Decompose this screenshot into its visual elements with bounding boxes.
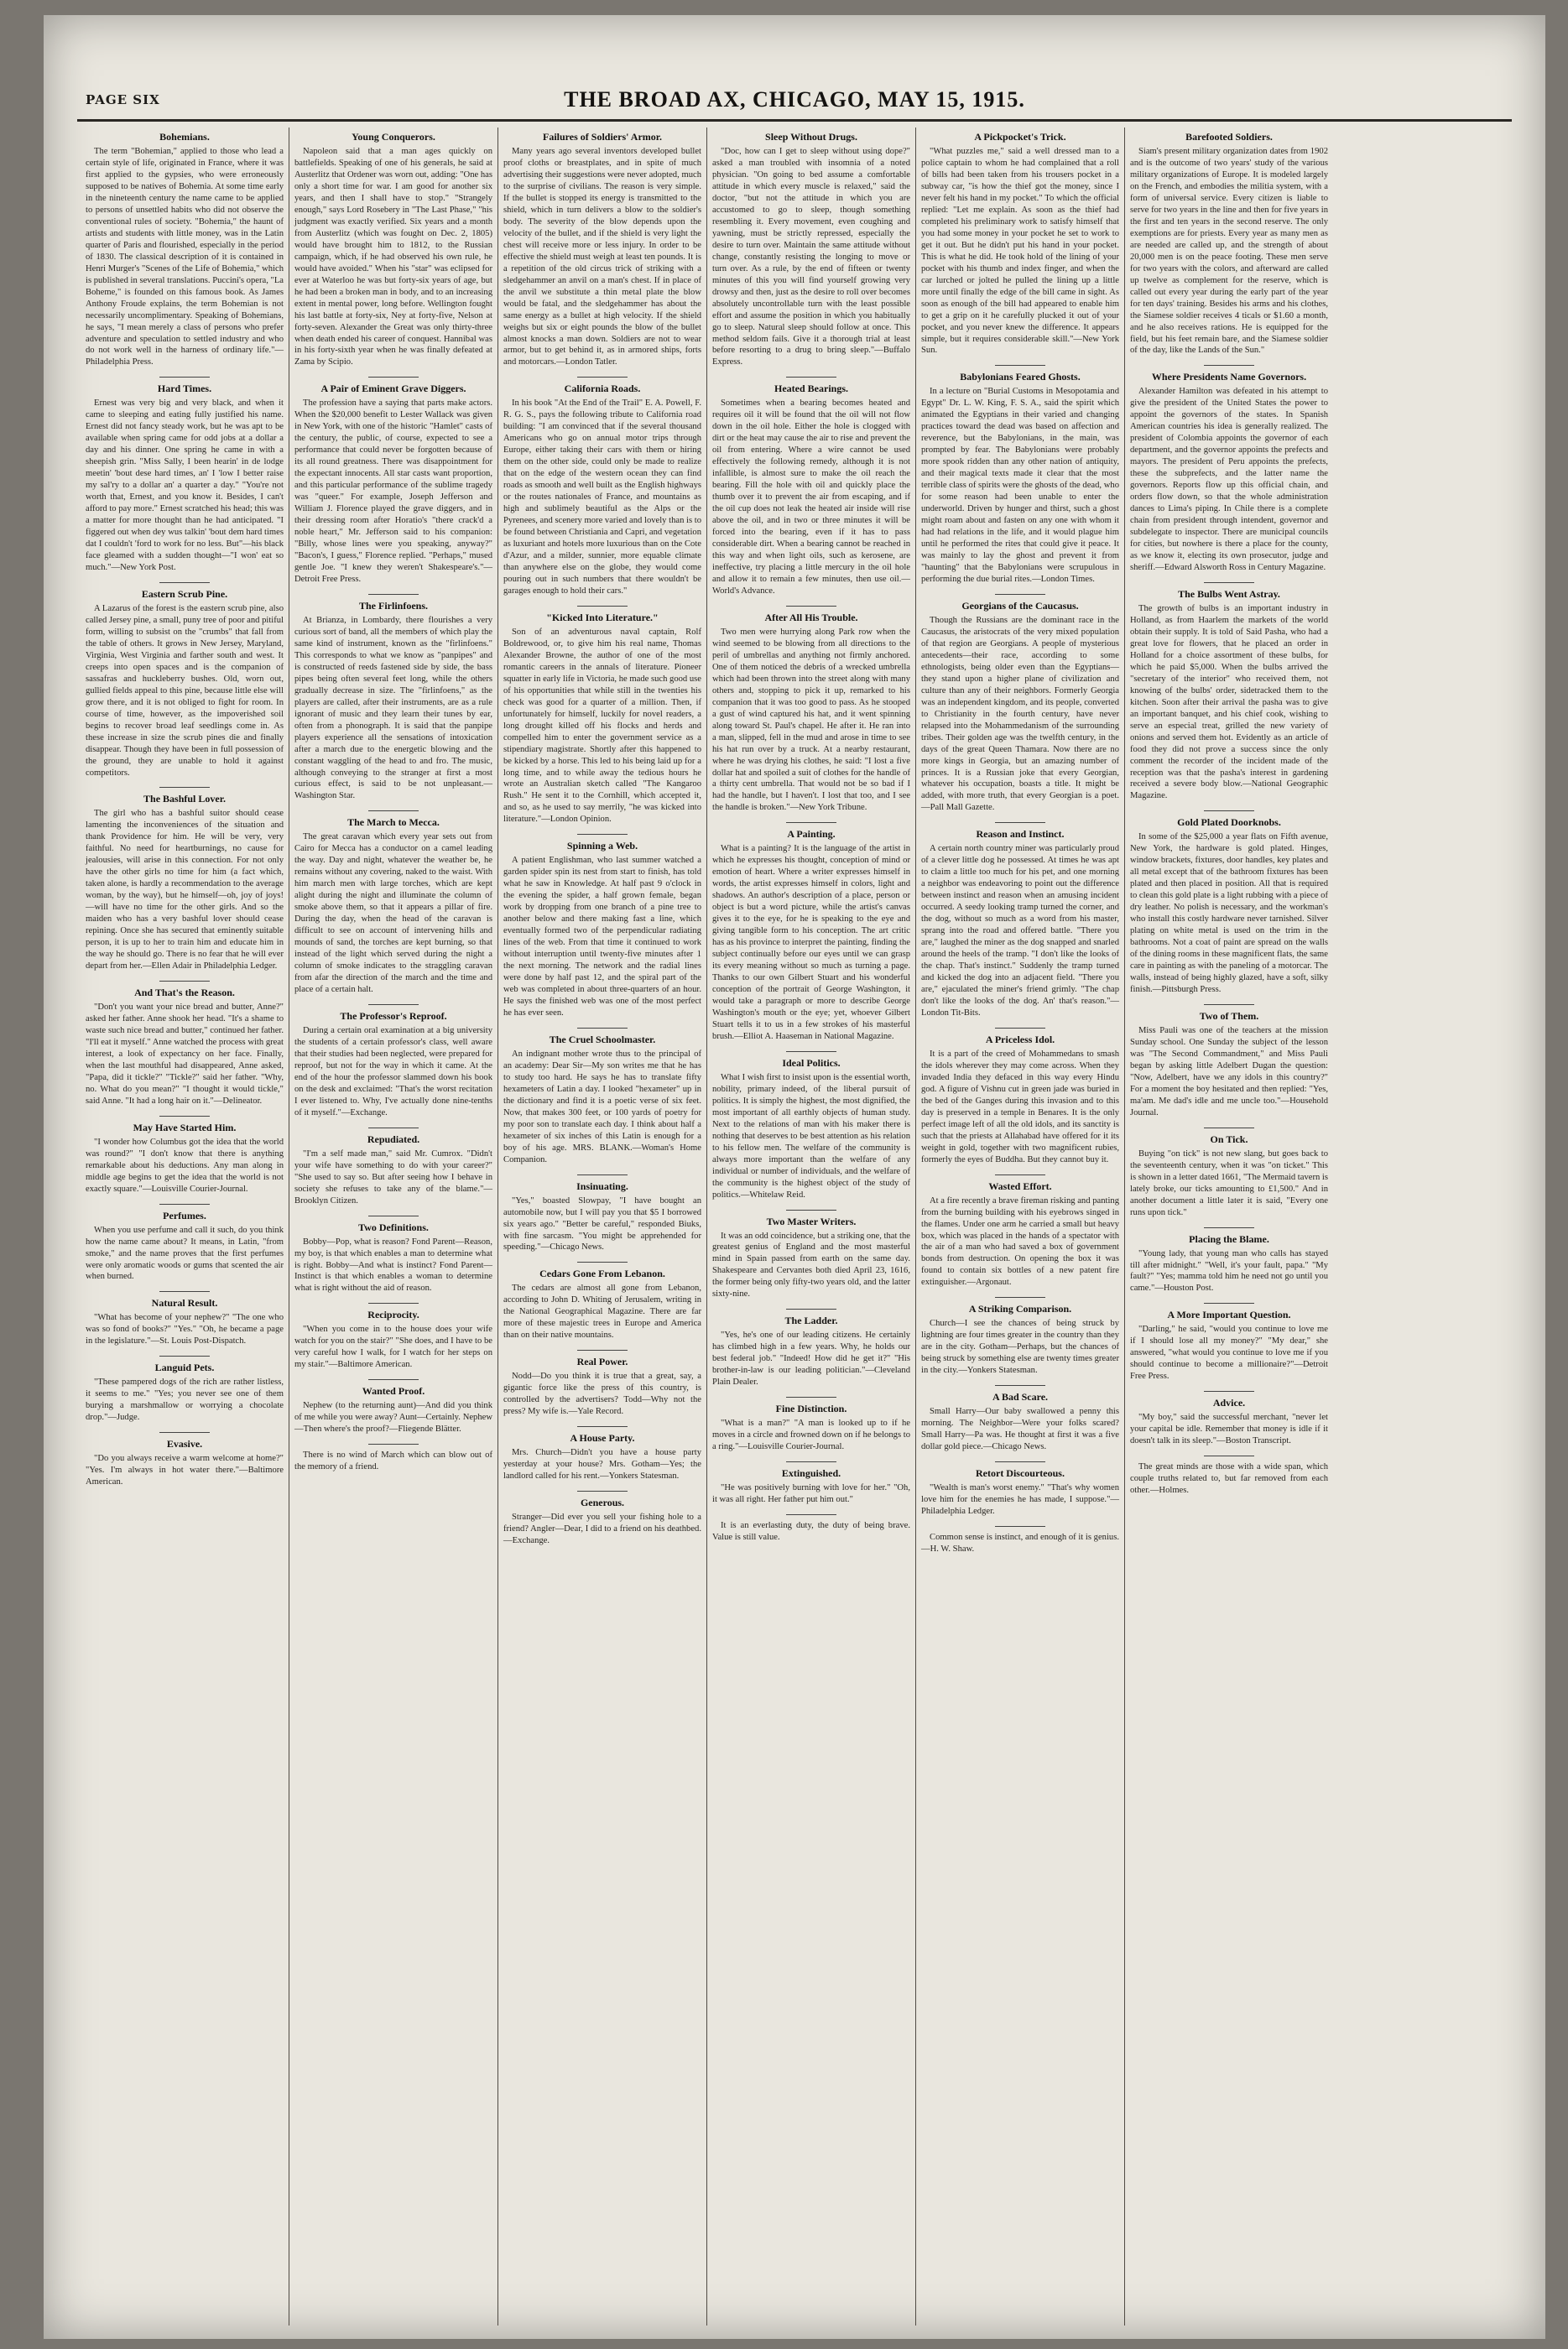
- masthead: [44, 15, 1545, 112]
- article-separator: [786, 606, 836, 607]
- newspaper-title: THE BROAD AX, CHICAGO, MAY 15, 1915.: [564, 87, 1025, 112]
- article-headline: Wasted Effort.: [988, 1180, 1052, 1192]
- article-body: The term "Bohemian," applied to those who lead a certain style of life, originated in France, where it was first applied to the gypsies, who were erroneously supposed to be natives of Bohemia. At some time early in the nineteenth century the name came to be applied to persons of unsettled habits who did not observe the conventional rules of society. "Bohemia," the haunt of artists and students with little money, was in the Latin quarter of Paris and flourished, especially in the period of 1830. The classical description of it is contained in Henri Murger's "Scenes of the Life of Bohemia," which is published in several translations. Puccini's opera, "La Boheme," is founded on this famous book. As James Anthony Froude explains, the term Bohemian is not necessarily uncomplimentary. Speaking of Bohemians, he says, "I mean merely a class of persons who prefer adventure and speculation to settled industry and who do not work well in the harness of ordinary life."—Philadelphia Press.: [86, 147, 284, 367]
- article-body: Son of an adventurous naval captain, Rolf Boldrewood, or, to give him his real name, Thomas Alexander Browne, the author of one of the most romantic careers in the annals of literature. Pioneer squatter in early life in Victoria, he made such good use of his opportunities that while still in the twenties his check was good for a quarter of a million. Then, if unfortunately for himself, luckily for novel readers, a long drought killed off his flocks and herds and compelled him to enter the government service as a stipendiary magistrate. Shortly after this happened to be kicked by a horse. This led to his being laid up for a long time, and to while away the tedious hours he wrote an Australian sketch called "The Kangaroo Rush." He sent it to the Cornhill, which accepted it, and so, as he used to say merrily, "he was kicked into literature."—London Opinion.: [503, 627, 701, 825]
- article-body: A certain north country miner was particularly proud of a clever little dog he possessed. At times he was apt to claim a little too much for his pet, and one morning a neighbor was endeavoring to point out the difference between instinct and reason when an amusing incident occurred. A seedy looking tramp turned the corner, and the dog, without so much as a word from his master, sprang into the road and offered battle. "There you are," laughed the miner as the dog snapped and snarled around the heels of the tramp. "I don't like the looks of the chap. That's instinct." Suddenly the tramp turned and kicked the dog into an adjacent field. "There you are," ejaculated the miner's friend grimly. "The chap don't like the looks of the dog. An' that's reason."—London Tit-Bits.: [921, 844, 1119, 1018]
- article-headline: Gold Plated Doorknobs.: [1177, 816, 1281, 829]
- article-body: "What puzzles me," said a well dressed man to a police captain to whom he had complained that a roll of bills had been taken from his trousers pocket in a subway car, "is how the thief got the money, since I never felt his hand in my pocket." To which the official replied: "Let me explain. As soon as the thief had completed his preliminary work to satisfy himself that you had some money in your pocket he set to work to get it out. But he didn't put his hand in your pocket. This is what he did. He took hold of the lining of your pocket with his thumb and index finger, and when the car lurched or jolted he pulled the lining up a little more until finally the edge of the bill came in sight. As soon as enough of the bill had appeared to enable him to get a grip on it he carefully plucked it out of your pocket, and you never knew the difference. It appears simple, but it requires considerable skill."—New York Sun.: [921, 147, 1119, 356]
- article-headline: Perfumes.: [163, 1209, 206, 1221]
- article-headline: Fine Distinction.: [775, 1403, 847, 1415]
- article-headline: Generous.: [580, 1497, 625, 1509]
- article-body: Common sense is instinct, and enough of it is genius.—H. W. Shaw.: [921, 1532, 1119, 1554]
- article: [86, 588, 284, 779]
- article-headline: Young Conquerors.: [352, 131, 435, 143]
- article-separator: [786, 1309, 836, 1310]
- article-headline: A Priceless Idol.: [985, 1033, 1055, 1045]
- article-body: Sometimes when a bearing becomes heated and requires oil it will be found that the oil will not flow down in the oil hole. Either the hole is clogged with dirt or the heat may cause the air to rise and prevent the oil from entering. Where a wire cannot be used effectively the following remedy, although it is not infallible, is almost sure to make the oil reach the bearing. Fill the hole with oil and quickly place the thumb over it to prevent the air from escaping, and if the oil cup does not leak the heated air inside will rise above the oil, and in two or three minutes it will be forced into the bearing, even if it has to pass considerable dirt. When a bearing cannot be reached in this way and when light oils, such as kerosene, are ineffective, try placing a little mercury in the oil hole and allow it to remain a few minutes, then use oil.—World's Advance.: [712, 398, 910, 596]
- article-separator: [368, 1444, 419, 1445]
- article: [712, 383, 910, 596]
- article: [86, 1210, 284, 1284]
- article-separator: [995, 1385, 1045, 1386]
- article-body: Nodd—Do you think it is true that a great, say, a gigantic force like the press of this country, is controlled by the advertisers? Todd—Why not the press? My wife is.—Yale Record.: [503, 1372, 701, 1417]
- article: [921, 371, 1119, 585]
- article-headline: Babylonians Feared Ghosts.: [960, 371, 1081, 383]
- article-body: "Wealth is man's worst enemy." "That's why women love him for the enemies he has made, I suppose."—Philadelphia Ledger.: [921, 1483, 1119, 1516]
- article: [86, 1297, 284, 1347]
- article-headline: A Striking Comparison.: [968, 1303, 1072, 1315]
- article-body: Small Harry—Our baby swallowed a penny this morning. The Neighbor—Were your folks scared? Small Harry—Pa was. He thought at first it was a five dollar gold piece.—Chicago News.: [921, 1407, 1119, 1452]
- article-headline: Failures of Soldiers' Armor.: [543, 131, 662, 143]
- article-body: It is a part of the creed of Mohammedans to smash the idols wherever they may come across. When they invaded India they defaced in this way every Hindu god. A figure of Vishnu cut in green jade was buried in the bed of the Ganges during this invasion and to this day is preserved in a temple in Benares. It is the only perfect image left of all the old idols, and its sanctity is such that the priests at Allahabad have offered for it its weight in gold, together with two magnificent rubies, formerly the eyes of Buddha. But they cannot buy it.: [921, 1049, 1119, 1164]
- article-headline: Real Power.: [576, 1356, 628, 1368]
- article: [1130, 1309, 1328, 1383]
- article-separator: [786, 1210, 836, 1211]
- article-separator: [786, 1461, 836, 1462]
- article-separator: [1204, 1227, 1254, 1228]
- article: [921, 131, 1119, 357]
- article: [294, 1221, 492, 1295]
- article-separator: [577, 1426, 628, 1427]
- article-headline: Retort Discourteous.: [976, 1467, 1065, 1480]
- article-separator: [368, 377, 419, 378]
- article-body: The profession have a saying that parts make actors. When the $20,000 benefit to Lester Wallack was given in New York, with one of the historic "Hamlet" casts of the century, the public, of course, expected to see a performance that could never be forgotten because of its all round greatness. There was disappointment for the expectant innocents. All star casts want proportion, and this particular performance of the sublime tragedy was "queer." For example, Joseph Jefferson and William J. Florence played the grave diggers, and in their dressing room after Horatio's "there crack'd a noble heart," Mr. Jefferson said to his companion: "Billy, whose lines were you speaking, anyway?" "Bacon's, I guess," Florence replied. "Perhaps," mused gentle Joe. "I knew they weren't Shakespeare's."—Detroit Free Press.: [294, 398, 492, 584]
- article: [1130, 588, 1328, 802]
- article: [712, 131, 910, 368]
- article-body: What is a painting? It is the language of the artist in which he expresses his thought, conception of mind or emotion of heart. Where a writer expresses himself in words, the artist expresses himself in colors, light and shadows. An author's description of a place, person or object is but a word picture, while the artist's canvas gives it to the eye, for he is speaking to the eye and giving tangible form to his conception. The art critic has as his province to interpret the painting, finding the subject continually before our eyes until we can grasp its every meaning without so much as turning a page. Thanks to our own Gilbert Stuart and his wonderful conception of the portrait of George Washington, it would take a paragraph or more to describe George Washington's mouth or the eye; yet, whoever Gilbert Stuart tells it to us in a few strokes of his masterful brush.—Elliot A. Haaseman in National Magazine.: [712, 844, 910, 1041]
- article-body: It is an everlasting duty, the duty of being brave. Value is still value.: [712, 1521, 910, 1542]
- article: [712, 1315, 910, 1388]
- article-headline: The Ladder.: [784, 1315, 838, 1327]
- article-body: "I'm a self made man," said Mr. Cumrox. "Didn't your wife have something to do with your career?" "She used to say so. But after seeing how I behave in society she refuses to take any of the blame."—Brooklyn Citizen.: [294, 1148, 492, 1206]
- article-body: Stranger—Did ever you sell your fishing hole to a friend? Angler—Dear, I did to a friend on his deathbed.—Exchange.: [503, 1513, 701, 1545]
- article-headline: Heated Bearings.: [774, 383, 848, 395]
- article-separator: [368, 1379, 419, 1380]
- article-headline: Sleep Without Drugs.: [765, 131, 857, 143]
- article-body: "He was positively burning with love for her." "Oh, it was all right. Her father put him out.": [712, 1483, 910, 1505]
- article-headline: A Pair of Eminent Grave Diggers.: [320, 383, 466, 395]
- article-body: The great caravan which every year sets out from Cairo for Mecca has a conductor on a camel leading the way. Day and night, whatever the weather be, he remains without any covering, naked to the waist. With him march men with large torches, which are kept alight during the night and illuminate the column of smoke above them, so that it appears a pillar of fire. During the day, when the head of the caravan is difficult to see on account of intervening hills and mounds of sand, the torches are kept burning, so that instead of the light which served during the night a column of smoke indicates to the straggling caravan from afar the direction of the march and the time and place of a certain halt.: [294, 832, 492, 994]
- article-separator: [786, 377, 836, 378]
- column-container: [81, 128, 1517, 2326]
- article-body: "What has become of your nephew?" "The one who was so fond of books?" "Yes." "Oh, he became a page in the legislature."—St. Louis Post-Dispatch.: [86, 1313, 284, 1346]
- article-separator: [1204, 582, 1254, 583]
- article-separator: [159, 1116, 210, 1117]
- article-separator: [1204, 810, 1254, 811]
- article: [294, 383, 492, 586]
- article-body: An indignant mother wrote thus to the principal of an academy: Dear Sir—My son writes me that he has to study too hard. He says he has to translate fifty hexameters of Latin a day. I looked "hexameter" up in the dictionary and find it is a poetic verse of six feet. Now, that makes 300 feet, or 100 yards of poetry for my poor son to translate each day. I think about half a hexameter of six inches of this Latin is enough for a boy of his age. MRS. BLANK.—Woman's Home Companion.: [503, 1049, 701, 1164]
- article-body: At Brianza, in Lombardy, there flourishes a very curious sort of band, all the members of which play the same kind of instrument, known as the "firlinfoens." This corresponds to what we know as "panpipes" and is constructed of reeds fastened side by side, the bass pipes being often several feet long, while the others gradually decrease in size. The "firlinfoens," as the players are called, after their instruments, are as a rule ignorant of music and they learn their tunes by ear, often from a phonograph. It is said that the panpipe players experience all the sensations of intoxication after a march due to the energetic blowing and the constant waggling of the head to and fro. The music, although conveying to the stranger at first a most curious effect, is said to be not unpleasant.—Washington Star.: [294, 615, 492, 801]
- article: [503, 1432, 701, 1482]
- article-headline: Repudiated.: [367, 1133, 420, 1145]
- article: [712, 1216, 910, 1301]
- article: [1130, 371, 1328, 574]
- article-headline: Two Master Writers.: [766, 1215, 857, 1227]
- article-headline: And That's the Reason.: [134, 987, 235, 999]
- article-body: Alexander Hamilton was defeated in his attempt to give the president of the United States the power to appoint the governors of the states. In Spanish American countries his idea is generally realized. The president of Colombia appoints the governor of each department, and the governor appoints the prefects and mayors. The president of Peru appoints the prefects, these the subprefects, and the latter name the governors. Reports flow up this official chain, and orders flow down, so that the whole administration dances to Lima's piping. In Chile there is a complete chain from president through intendent, governor and subdelegate to inspector. There are municipal councils for cities, but nowhere is there a place for the county, as we know it, electing its own prosecutor, judge and sheriff.—Edward Alsworth Ross in Century Magazine.: [1130, 387, 1328, 572]
- article-separator: [577, 606, 628, 607]
- article: [1130, 816, 1328, 996]
- article-headline: A Pickpocket's Trick.: [974, 131, 1066, 143]
- article-headline: Eastern Scrub Pine.: [141, 587, 228, 600]
- article-headline: Insinuating.: [576, 1180, 628, 1192]
- article: [712, 612, 910, 815]
- article-separator: [368, 1303, 419, 1304]
- article-headline: After All His Trouble.: [764, 611, 858, 623]
- article: [294, 1010, 492, 1119]
- article-separator: [1204, 1303, 1254, 1304]
- article: [86, 987, 284, 1107]
- article: [712, 1520, 910, 1544]
- article-separator: [577, 1491, 628, 1492]
- article-separator: [995, 365, 1045, 366]
- page-number-label: PAGE SIX: [86, 92, 160, 107]
- article-body: At a fire recently a brave fireman risking and panting from the burning building with his eyebrows singed in the flames. Under one arm he carried a small but heavy box, which was placed in the hands of a spectator with the air of a man who had saved a box of government bonds from destruction. On opening the box it was found to contain six bottles of a new patent fire extinguisher.—Argonaut.: [921, 1195, 1119, 1288]
- article-separator: [159, 787, 210, 788]
- article: [921, 600, 1119, 814]
- article-body: "Yes, he's one of our leading citizens. He certainly has climbed high in a few years. Why, he holds our best federal job." "Indeed! How did he get it?" "His brother-in-law is our leading politician."—Cleveland Plain Dealer.: [712, 1331, 910, 1388]
- article-separator: [1204, 1004, 1254, 1005]
- article-separator: [159, 1204, 210, 1205]
- article: [294, 131, 492, 368]
- article-body: "Young lady, that young man who calls has stayed till after midnight." "Well, it's your fault, papa." "My fault?" "Yes; mamma told him he need not go until you came."—Houston Post.: [1130, 1248, 1328, 1294]
- article-headline: The Cruel Schoolmaster.: [549, 1033, 656, 1045]
- article-headline: The Professor's Reproof.: [340, 1009, 447, 1022]
- column-4: [707, 128, 916, 2326]
- article: [1130, 131, 1328, 357]
- article-body: Miss Pauli was one of the teachers at the mission Sunday school. One Sunday the subject of the lesson was "The Second Commandment," and Miss Pauli began by asking little Adelbert Dugan the question: "Now, Adelbert, have we any idols in this country?" For a moment the boy hesitated and then replied: "Yes, ma'am. Me dad's idle and me uncle too."—Household Journal.: [1130, 1025, 1328, 1117]
- column-1: [81, 128, 289, 2326]
- article-separator: [159, 1356, 210, 1357]
- article: [86, 131, 284, 368]
- article-headline: On Tick.: [1210, 1133, 1248, 1145]
- article-separator: [159, 582, 210, 583]
- article-separator: [995, 1028, 1045, 1029]
- article: [921, 1034, 1119, 1166]
- article-body: "When you come in to the house does your wife watch for you on the stair?" "She does, and I have to be very careful how I walk, for I watch for her steps on my stair."—Baltimore American.: [294, 1325, 492, 1370]
- article: [294, 1450, 492, 1473]
- article: [921, 828, 1119, 1019]
- article: [921, 1467, 1119, 1518]
- article: [503, 131, 701, 368]
- article-headline: May Have Started Him.: [133, 1121, 237, 1133]
- article-body: Mrs. Church—Didn't you have a house party yesterday at your house? Mrs. Gotham—Yes; the landlord called for his rent.—Yonkers Statesman.: [503, 1448, 701, 1482]
- article-headline: Evasive.: [166, 1438, 203, 1451]
- article-headline: A Bad Scare.: [992, 1391, 1049, 1404]
- article: [294, 1385, 492, 1435]
- article-body: The cedars are almost all gone from Lebanon, according to John D. Whiting of Jerusalem, writing in the National Geographical Magazine. There are far more of these majestic trees in Europe and America than on their native mountains.: [503, 1284, 701, 1341]
- article-separator: [577, 1174, 628, 1175]
- article-separator: [995, 1526, 1045, 1527]
- article-body: Though the Russians are the dominant race in the Caucasus, the aristocrats of the very mixed population of that region are Georgians. A people of mysterious antecedents—their race, according to some ethnologists, being older even than the Egyptians—they stand upon a higher plane of civilization and culture than any of their neighbors. Formerly Georgia was an independent kingdom, and its people, converted to Christianity in the fourth century, have never relapsed into the Mohammedanism of the surrounding tribes. Their golden age was the twelfth century, in the days of the great Queen Thamara. Now there are no more kings in Georgia, but an amazing number of princes. It is a Russian joke that every Georgian, whatever his occupation, boasts a title. It might be added, with more truth, that every Georgian is a poet.—Pall Mall Gazette.: [921, 615, 1119, 813]
- article-body: The girl who has a bashful suitor should cease lamenting the inconveniences of the situation and thank Providence for him. He will be very, very faithful. No need for heartburnings, no cause for jealousies, will arise in this connection. For not only have the other girls no time for him (a fact which, taken alone, is hardly a recommendation to the average woman, by the way), but he himself—oh, joy of joys!—will have no time for the other girls. And so the maiden who has a very bashful lover should cease repining. Once she has secured that eminently suitable person, it is up to her to train him and educate him in the way he should go. There is no fear that he will ever depart from her.—Ellen Adair in Philadelphia Ledger.: [86, 809, 284, 971]
- article-headline: Reciprocity.: [367, 1309, 419, 1321]
- article-body: Napoleon said that a man ages quickly on battlefields. Speaking of one of his generals, he said at Austerlitz that Ordener was worn out, adding: "One has only a short time for war. I am good for another six years, and then I shall have to stop." "Strangely enough," says Lord Rosebery in "The Last Phase," "his judgment was exactly verified. Six years and a month from Austerlitz (which was fought on Dec. 2, 1805) would have brought him to 1812, to the Russian campaign, which, if he had observed his own rule, he would have avoided." When his "star" was eclipsed for ever at Waterloo he was but forty-six years of age, but he had been a broken man in body, and to an increasing extent in mental power, long before. Wellington fought his last battle at forty-six, Ney at forty-five, Nelson at forty-seven. Alexander the Great was only thirty-three when death ended his career of conquest. Hannibal was in his forty-sixth year when he was finally defeated at Zama by Scipio.: [294, 147, 492, 367]
- article: [294, 600, 492, 803]
- article-body: In his book "At the End of the Trail" E. A. Powell, F. R. G. S., pays the following tribute to California road building: "I am convinced that if the several thousand Americans who go on annual motor trips through Europe, either taking their cars with them or hiring them on the other side, could only be made to realize that on the edge of the western ocean they can find roads as smooth and well built as the English highways or the routes nationales of France, and mountains as high and sublimely beautiful as the Alps or the Pyrenees, and scenery more varied and lovely than is to be found between Christiania and Capri, and vegetation as luxuriant and hotels more luxurious than on the Cote d'Azur, and a milder, sunnier, more equable climate than anywhere else on the globe, they would come pouring out in such numbers that there wouldn't be garages enough to hold their cars.": [503, 398, 701, 596]
- article-body: It was an odd coincidence, but a striking one, that the greatest genius of England and the most masterful mind in Spain passed from earth on the same day. Shakespeare and Cervantes both died April 23, 1616, the former being only fifty-two years old, and the latter sixty-nine.: [712, 1231, 910, 1300]
- article-separator: [995, 822, 1045, 823]
- article-headline: Two of Them.: [1199, 1009, 1259, 1022]
- article-separator: [368, 1004, 419, 1005]
- article-separator: [786, 1051, 836, 1052]
- article-body: The great minds are those with a wide span, which couple truths related to, but far removed from each other.—Holmes.: [1130, 1462, 1328, 1496]
- article: [86, 383, 284, 574]
- article-headline: Bohemians.: [159, 131, 210, 143]
- article-separator: [159, 981, 210, 982]
- article-body: Buying "on tick" is not new slang, but goes back to the seventeenth century, when it was "on ticket." This is shown in a letter dated 1661, "The Mermaid tavern is lately broke, our ticks amounting to £1,500." And in another document a little later it is said, "Every one runs upon tick.": [1130, 1148, 1328, 1217]
- article-body: "Don't you want your nice bread and butter, Anne?" asked her father. Anne shook her head. "It's a shame to waste such nice bread and butter," continued her father. "I'll eat it myself." Anne watched the process with great interest, a look of expectancy on her face. Finally, when the last mouthful had disappeared, Anne asked, "Papa, did it tickle?" "Tickle?" said her father. "Why, no. What do you mean?" "I thought it would tickle," said Anne. "It had a long hair on it."—Delineator.: [86, 1003, 284, 1106]
- article-headline: Extinguished.: [781, 1467, 841, 1480]
- article-body: The growth of bulbs is an important industry in Holland, as from Haarlem the markets of the world obtain their supply. It is told of Said Pasha, who had a great love for flowers, that he placed an order in Holland for a choice assortment of these bulbs, for which he paid $5,000. When the bulbs arrived the "secretary of the interior" who received them, not knowing of the bulbs' order, sidetracked them to the kitchen. Soon after their arrival the pasha was to give an important banquet, and his chief cook, wishing to serve an especial treat, grilled the new variety of onions and served them hot. Evidently as an article of food they did not prove a success since the only comment the recorder of the incident made of the reception was that the pasha's interest in gardening received a severe body blow.—National Geographic Magazine.: [1130, 603, 1328, 801]
- article-headline: Cedars Gone From Lebanon.: [539, 1268, 665, 1280]
- article-separator: [1204, 1391, 1254, 1392]
- article-separator: [577, 1350, 628, 1351]
- article-headline: Hard Times.: [157, 383, 212, 395]
- article-body: A patient Englishman, who last summer watched a garden spider spin its nest from start to finish, has told what he saw in Knowledge. At half past 9 o'clock in the evening the spider, a half grown female, began work by dropping from one branch of a pine tree to another below and there making fast a line, which eventually formed two of the perpendicular radiating lines of the web. From that time it continued to work without interruption until twenty-five minutes after 1 the next morning. The network and the radial lines were done by half past 12, and the spiral part of the web was completed in about three-quarters of an hour. He says the finished web was one of the most perfect he has ever seen.: [503, 856, 701, 1018]
- article: [712, 828, 910, 1042]
- article-headline: Placing the Blame.: [1189, 1232, 1269, 1245]
- article-body: Ernest was very big and very black, and when it came to sleeping and eating fully justified his name. Ernest did not fancy steady work, but he was apt to be available when spring came for odd jobs at a dollar a day and his dinner. One spring he came in with a sheepish grin. "Miss Sally, I been hearin' in de lodge meetin' 'bout dese hard times, an' I 'low I better raise my sal'ry to a dollar an' a quarter a day." "You're not worth that, Ernest, and you know it. Besides, I can't afford to pay more." Ernest scratched his head; this was a matter for more thought than he had anticipated. "I figgered out when dey wus talkin' 'bout dem hard times dat I couldn't 'ford to work for no less. But"—his black face gleamed with a sudden thought—"I won' eat so much."—New York Post.: [86, 398, 284, 572]
- article-body: "My boy," said the successful merchant, "never let your capital be idle. Remember that money is idle if it doesn't talk in its sleep."—Boston Transcript.: [1130, 1413, 1328, 1446]
- article: [921, 1391, 1119, 1453]
- article-headline: Georgians of the Caucasus.: [961, 599, 1079, 612]
- article-headline: Natural Result.: [151, 1297, 218, 1310]
- article-headline: A More Important Question.: [1167, 1309, 1291, 1321]
- article-separator: [995, 1174, 1045, 1175]
- article-separator: [995, 594, 1045, 595]
- article-headline: Ideal Politics.: [782, 1056, 841, 1069]
- column-6: [1125, 128, 1333, 2326]
- article-body: Many years ago several inventors developed bullet proof cloths or breastplates, and in spite of much advertising their suggestions were never adopted, much to the surprise of civilians. The reason is very simple. If the bullet is stopped its energy is transmitted to the shield, which in turn delivers a blow to the soldier's body. The severity of the blow depends upon the velocity of the bullet, and if the shield is very light the chest will receive more or less injury. In order to be effective the shield must weigh at least ten pounds. It is a repetition of the old circus trick of striking with a sledgehammer an anvil on a man's chest. If in place of the anvil we substitute a thin metal plate the blow would be fatal, and the sledgehammer has about the same energy as a bullet at high velocity. If the shield weighs but six or eight pounds the blow of the bullet almost knocks a man down. Soldiers are not to wear armor, but to get behind it, as in armored ships, forts and motorcars.—London Tatler.: [503, 147, 701, 367]
- article: [503, 1497, 701, 1547]
- article: [921, 1180, 1119, 1289]
- article: [294, 816, 492, 996]
- article: [503, 1034, 701, 1166]
- article-body: In some of the $25,000 a year flats on Fifth avenue, New York, the hardware is gold plated. Hinges, window brackets, fixtures, door handles, key plates and all metal except that of the bathroom fixtures has been plated and then placed in position. All that is required to clean this gold plate is a light rubbing with a piece of dry leather. No polish is necessary, and the workman's who install this costly hardware never tarnished. Silver plating on white metal is used on the trim in the bathrooms. Not a coat of paint are spread on the walls of the dining rooms in these magnificent flats, the same care in painting as with the paneling of a motorcar. The walls, instead of being highly glazed, have a soft, silky finish.—Pittsburgh Press.: [1130, 832, 1328, 994]
- article-body: A Lazarus of the forest is the eastern scrub pine, also called Jersey pine, a small, puny tree of poor and pitiful form, willing to subsist on the "crumbs" that fall from the table of others. It grows in New Jersey, Maryland, Virginia, West Virginia and farther south and west. It creeps into open spaces and is the companion of sassafras and huckleberry bushes. Old, worn out, gullied fields appeal to this pine, because little else will grow there, and it is not obliged to fight for room. In course of time, however, as the impoverished soil begins to recover broad leaf seedlings come in. As these increase in size the scrub pines die and finally disappear. Though they have been in full possession of the ground, they are unable to hold it against competitors.: [86, 603, 284, 778]
- article-body: During a certain oral examination at a big university the students of a certain professor's class, well aware that their studies had been neglected, were prepared for reproof, but not for the way in which it came. At the end of the hour the professor slammed down his book on the desk and exclaimed: "That's the worst recitation I ever listened to. Why, I've actually done nine-tenths of it myself."—Exchange.: [294, 1025, 492, 1117]
- article-body: Siam's present military organization dates from 1902 and is the outcome of two years' study of the various military organizations of Europe. It is modeled largely on the French, and embodies the militia system, with a form of universal service. Every citizen is liable to serve for two years in the line and then for five years in the first and ten years in the second reserve. The only exemptions are for priests. Every year as many men as are needed are called up, and the strength of about 20,000 men is on the peace footing. These men serve for two years with the colors, and afterward are called up twelve as complement for the reserve, which is called out every year during the early part of the year for ten days' training. Besides his arms and his clothes, the Siamese soldier receives 4 ticals or $1.60 a month, and he also receives rations. He is equipped for the field, but his feet remain bare, and the Siamese soldier of the day, like the Lands of the Sun.": [1130, 147, 1328, 356]
- article: [503, 840, 701, 1019]
- article-body: "What is a man?" "A man is looked up to if he moves in a circle and frowned down on if he belongs to a ring."—Louisville Courier-Journal.: [712, 1419, 910, 1452]
- article-separator: [368, 594, 419, 595]
- article: [86, 1438, 284, 1488]
- article-body: "Do you always receive a warm welcome at home?" "Yes. I'm always in hot water there."—Baltimore American.: [86, 1454, 284, 1487]
- article: [1130, 1010, 1328, 1119]
- article-separator: [786, 1514, 836, 1515]
- article-separator: [577, 1262, 628, 1263]
- article: [921, 1303, 1119, 1377]
- article: [712, 1403, 910, 1453]
- article-headline: A House Party.: [570, 1432, 635, 1445]
- article-separator: [1204, 365, 1254, 366]
- article-separator: [159, 1291, 210, 1292]
- article: [294, 1309, 492, 1371]
- article-separator: [577, 834, 628, 835]
- article-headline: A Painting.: [787, 828, 836, 841]
- article: [712, 1057, 910, 1201]
- column-2: [289, 128, 498, 2326]
- article-separator: [786, 1397, 836, 1398]
- article-body: When you use perfume and call it such, do you think how the name came about? It means, in Latin, "from smoke," and the name proves that the first perfumes were only aromatic woods or gums that scented the air when burned.: [86, 1225, 284, 1282]
- article: [1130, 1461, 1328, 1497]
- column-3: [498, 128, 707, 2326]
- article-body: "These pampered dogs of the rich are rather listless, it seems to me." "Yes; you never see one of them burying a marshmallow or worrying a chocolate drop."—Judge.: [86, 1378, 284, 1423]
- article-body: In a lecture on "Burial Customs in Mesopotamia and Egypt" Dr. L. W. King, F. S. A., said the spirit which animated the Egyptians in their varied and changing practices toward the dead was based on affection and reverence, but the Babylonians, in the main, was prompted by fear. The Babylonians were probably more spook ridden than any other nation of antiquity, and their magical texts made it clear that the most terrible class of spirits were the ghosts of the dead, who for some reason had been unable to enter the underworld. Driven by hunger and thirst, such a ghost might roam about and fasten on any one with whom it had had relations in the life, and it would plague him until he performed the rites that could give it peace. It was mainly to lay the ghost and prevent it from "haunting" that the Babylonians were scrupulous in performing the due burial rites.—London Times.: [921, 387, 1119, 584]
- article-headline: Spinning a Web.: [566, 840, 638, 852]
- article-body: "Yes," boasted Slowpay, "I have bought an automobile now, but I will pay you that $5 I borrowed six years ago." "Better be careful," responded Biuks, with fine sarcasm. "You might be apprehended for speeding."—Chicago News.: [503, 1195, 701, 1253]
- article: [503, 383, 701, 596]
- article-headline: Languid Pets.: [154, 1362, 215, 1374]
- article: [503, 1268, 701, 1341]
- article-separator: [786, 822, 836, 823]
- article: [1130, 1133, 1328, 1219]
- article-headline: The Bashful Lover.: [143, 793, 226, 805]
- article-headline: The Firlinfoens.: [358, 599, 428, 612]
- article-headline: California Roads.: [564, 383, 641, 395]
- article: [1130, 1233, 1328, 1295]
- article-body: "Doc, how can I get to sleep without using dope?" asked a man troubled with insomnia of a noted physician. "On going to bed assume a comfortable attitude in which every muscle is relaxed," said the doctor, "but not the attitude in which you are accustomed to go to sleep, though something resembling it. Every movement, even coughing and yawning, must be strictly repressed, especially the desire to turn over. Maintain the same attitude without change, constantly resisting the longing to move or turn over. As a rule, by the end of fifteen or twenty minutes of this you will find yourself growing very drowsy and then, just as the desire to roll over becomes absolutely uncontrollable turn with the least possible effort and assume the position in which you habitually go to sleep. Natural sleep should follow at once. This method seldom fails. Give it a thorough trial at least before resorting to a drug to bring sleep."—Buffalo Express.: [712, 147, 910, 367]
- article-body: Nephew (to the returning aunt)—And did you think of me while you were away? Aunt—Certainly. Nephew—Then where's the proof?—Fliegende Blätter.: [294, 1401, 492, 1435]
- article-body: Two men were hurrying along Park row when the wind seemed to be blowing from all directions to the peril of umbrellas and anything not firmly anchored. One of them noticed the debris of a wrecked umbrella which had been thrown into the street along with many others and, stopping to pick it up, remarked to his companion that it was too good to pass. As he stooped a gust of wind captured his hat, and it went spinning along toward St. Paul's chapel. He after it. He ran into a man, slipped, fell in the mud and arose in time to see his hat run over by a truck. At a nearby restaurant, where he was drying his clothes, he said: "I lost a five dollar hat and spoiled a suit of clothes for the handle of a thirty cent umbrella. That would not be so bad if I had the handle, but I haven't. I lost that too, and I see the handle is broken."—New York Tribune.: [712, 627, 910, 813]
- article-body: What I wish first to insist upon is the essential worth, nobility, primary indeed, of the liberal pursuit of politics. It is simply the highest, the most dignified, the most important of all earthly objects of human study. Next to the relations of man with his maker there is nothing that deserves to be best attention as his relation to his fellow men. The welfare of the community is always more important than the welfare of any individual or number of individuals, and the welfare of the community is the highest object of the study of politics.—Whitelaw Reid.: [712, 1072, 910, 1200]
- article-headline: Advice.: [1212, 1397, 1246, 1409]
- article-headline: The Bulbs Went Astray.: [1178, 587, 1280, 600]
- article: [1130, 1397, 1328, 1447]
- newspaper-page: [44, 15, 1545, 2339]
- article: [86, 1362, 284, 1424]
- article: [712, 1467, 910, 1506]
- article-separator: [159, 1432, 210, 1433]
- article-body: Church—I see the chances of being struck by lightning are four times greater in the country than they are in the city. Gotham—Perhaps, but the chances of being struck by something else are twenty times greater in the city.—Yonkers Statesman.: [921, 1319, 1119, 1376]
- masthead-rule: [77, 119, 1512, 122]
- article-body: Bobby—Pop, what is reason? Fond Parent—Reason, my boy, is that which enables a man to determine what is right. Bobby—And what is instinct? Fond Parent—Instinct is that which enables a woman to determine what is right without the aid of reason.: [294, 1237, 492, 1294]
- article-separator: [159, 377, 210, 378]
- article-body: "Darling," he said, "would you continue to love me if I should lose all my money?" "My dear," she answered, "what would you continue to love me if you should continue to become a millionaire?"—Detroit Free Press.: [1130, 1325, 1328, 1382]
- article-body: There is no wind of March which can blow out of the memory of a friend.: [294, 1451, 492, 1472]
- article-separator: [577, 1028, 628, 1029]
- article-separator: [368, 810, 419, 811]
- article: [503, 1180, 701, 1254]
- article-headline: "Kicked Into Literature.": [546, 611, 659, 623]
- article-separator: [577, 377, 628, 378]
- article-separator: [995, 1461, 1045, 1462]
- article: [294, 1133, 492, 1207]
- article: [503, 1356, 701, 1418]
- article-headline: Wanted Proof.: [362, 1385, 425, 1398]
- article-headline: Two Definitions.: [358, 1221, 429, 1233]
- column-5: [916, 128, 1125, 2326]
- article: [86, 1122, 284, 1195]
- article-headline: Reason and Instinct.: [976, 828, 1065, 841]
- article: [86, 793, 284, 972]
- article-headline: The March to Mecca.: [347, 816, 440, 829]
- article-separator: [995, 1297, 1045, 1298]
- article-headline: Barefooted Soldiers.: [1185, 131, 1273, 143]
- article-headline: Where Presidents Name Governors.: [1151, 371, 1307, 383]
- article: [921, 1532, 1119, 1555]
- article: [503, 612, 701, 826]
- article-body: "I wonder how Columbus got the idea that the world was round?" "I don't know that there is anything remarkable about his deductions. Any man along in middle age begins to get the idea that the world is not exactly square."—Louisville Courier-Journal.: [86, 1137, 284, 1194]
